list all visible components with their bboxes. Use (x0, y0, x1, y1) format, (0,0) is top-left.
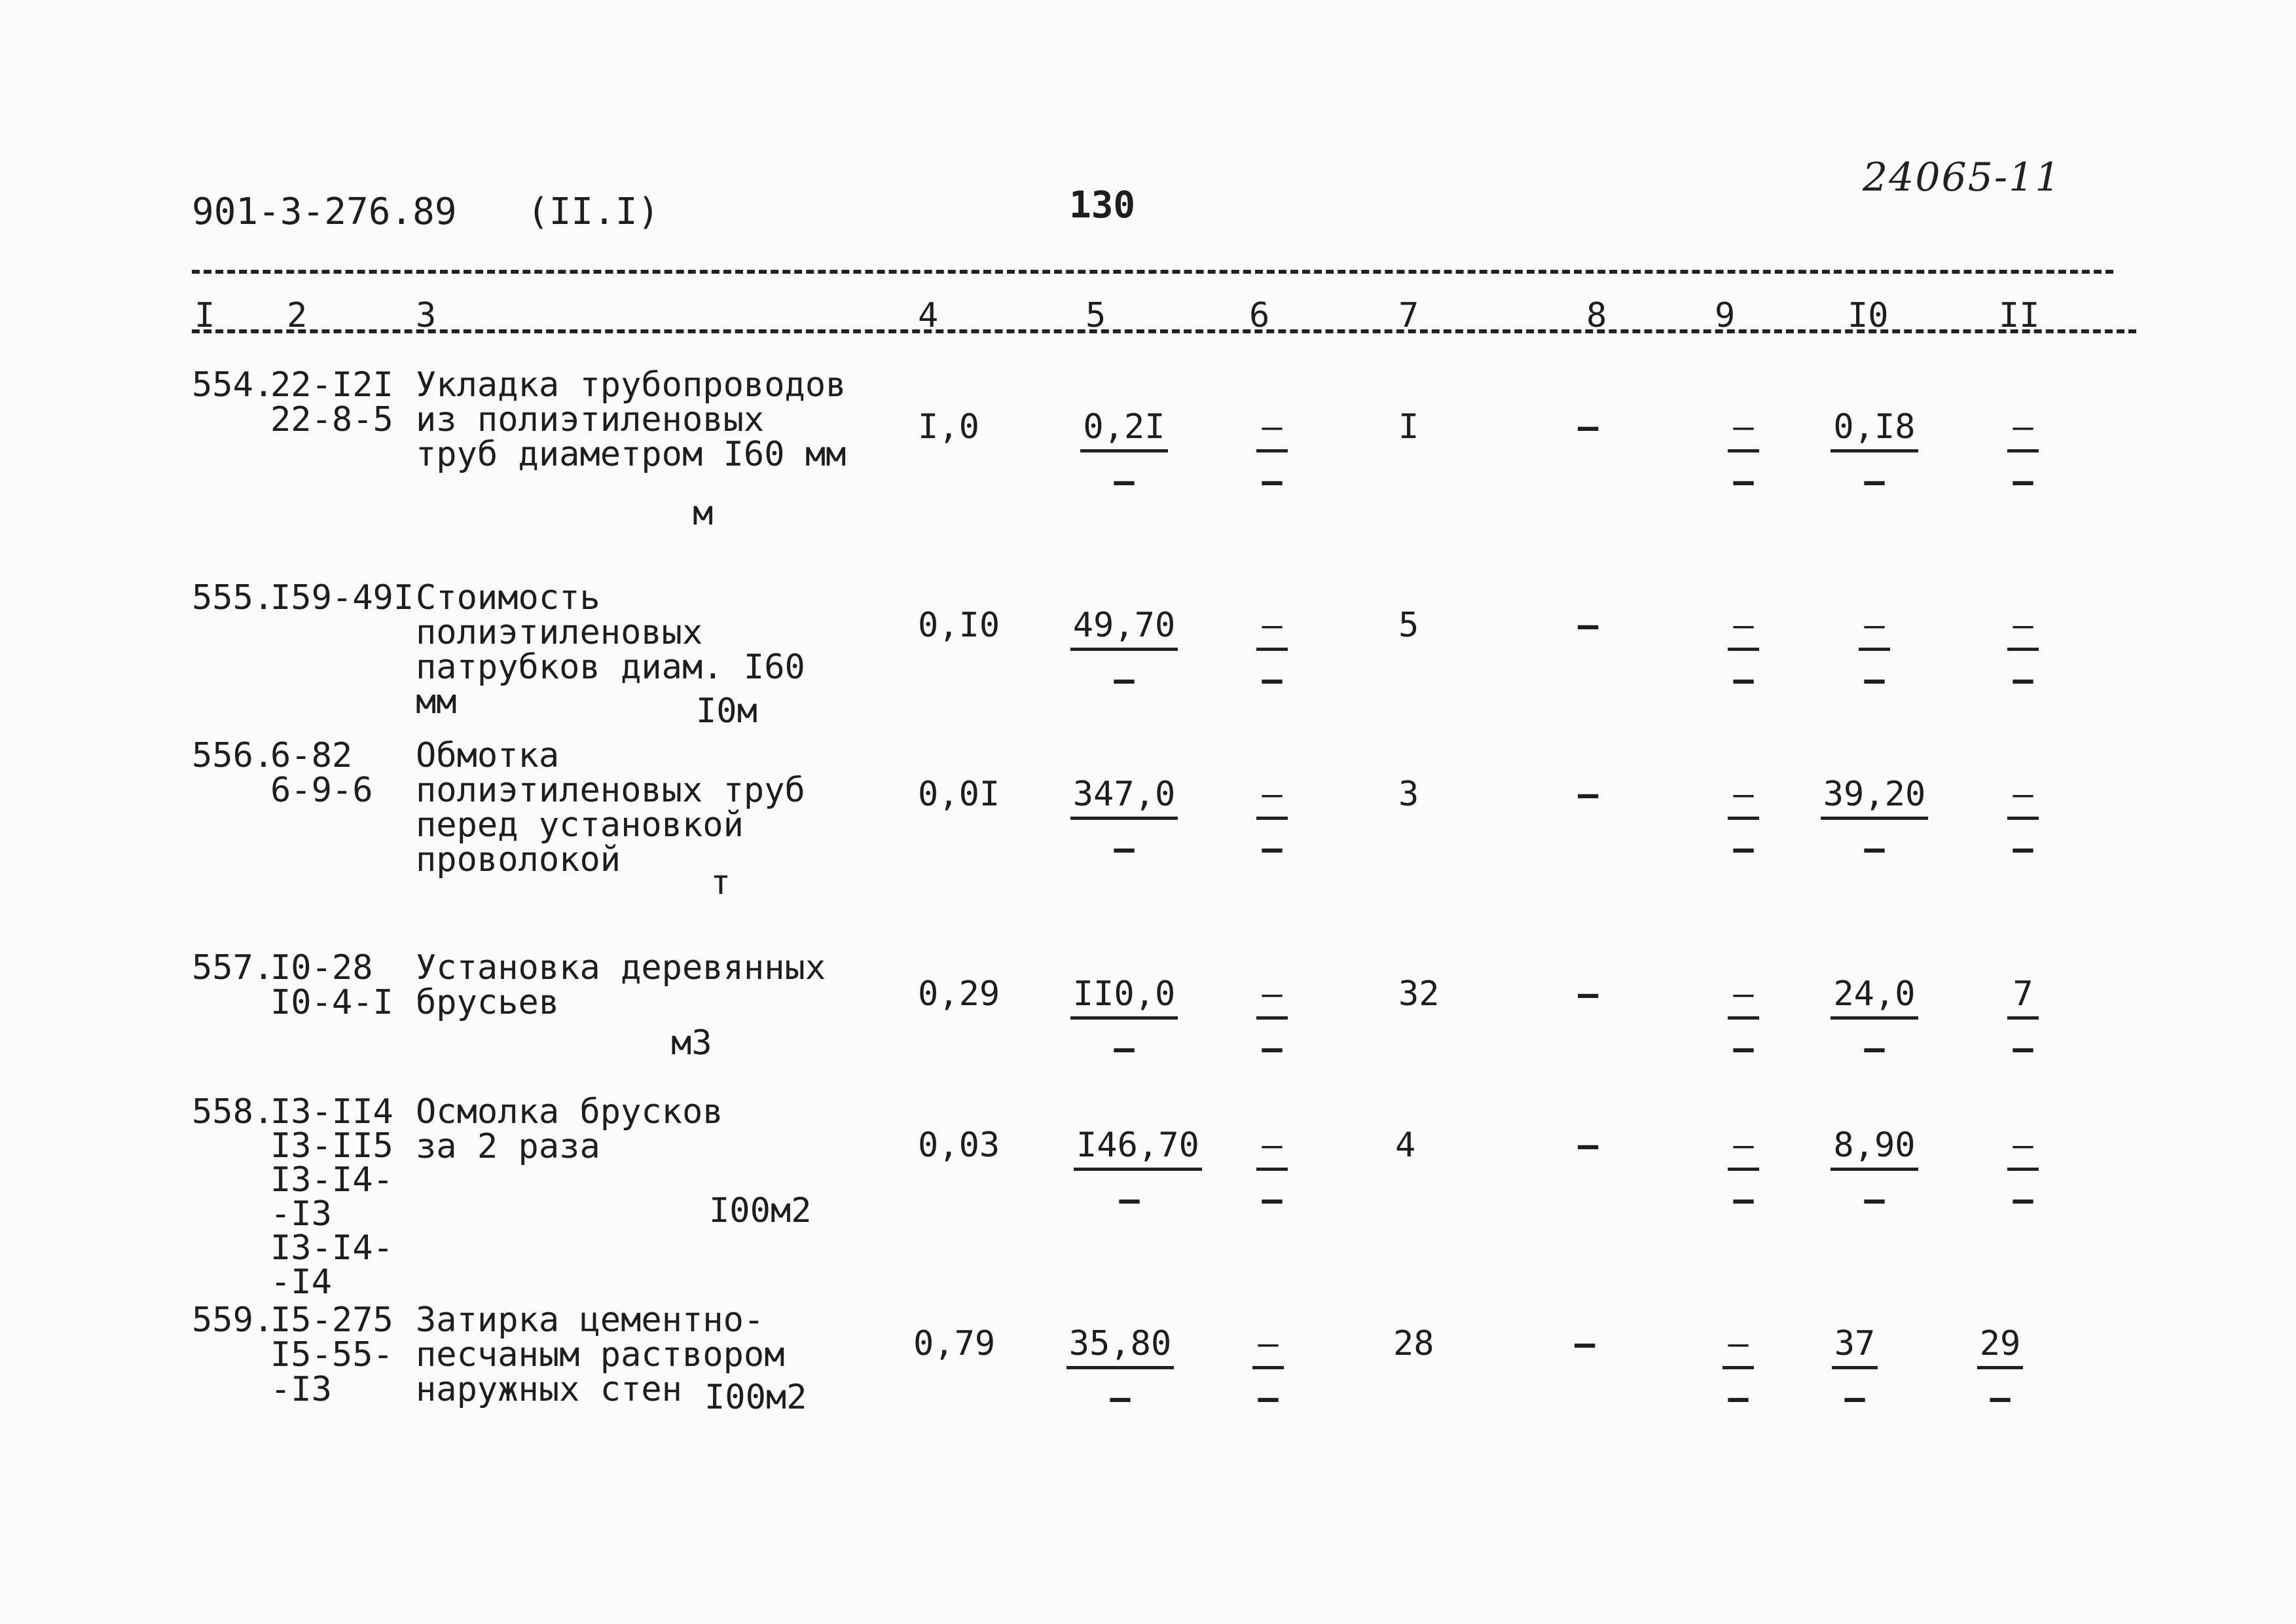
cell-col6: – – (1216, 608, 1328, 697)
cell-col8: – (1578, 1126, 1599, 1165)
row-quantity: 0,0I (918, 775, 1000, 814)
row-codes: I0-28 I0-4-I (270, 948, 393, 1023)
cell-col8: – (1575, 1324, 1595, 1363)
row-number: 555. (192, 578, 274, 618)
row-quantity: 0,03 (918, 1126, 1000, 1165)
column-header: I (194, 296, 215, 335)
cell-col9: – – (1688, 1128, 1799, 1217)
row-unit: т (710, 863, 731, 902)
column-header: II (1999, 296, 2040, 335)
column-header: 8 (1586, 296, 1607, 335)
row-number: 558. (192, 1092, 274, 1132)
row-title: Стоимость полиэтиленовых патрубков диам. I60 мм (416, 578, 805, 722)
cell-col9: – – (1688, 608, 1799, 697)
cell-col10: 0,I8 – (1819, 410, 1930, 498)
cell-col10: 8,90 – (1819, 1128, 1930, 1217)
row-title: Укладка трубопроводов из полиэтиленовых труб диаметром I60 мм (416, 365, 847, 475)
column-header: I0 (1848, 296, 1889, 335)
column-header: 2 (287, 296, 308, 335)
cell-col5: 49,70 – (1068, 608, 1180, 697)
cell-col10: 37 – (1799, 1327, 1910, 1415)
cell-col9: – – (1688, 977, 1799, 1065)
header-rule-top (192, 270, 2113, 274)
row-unit: м3 (671, 1024, 712, 1063)
cell-col11: – – (1967, 608, 2079, 697)
row-quantity: 0,I0 (918, 606, 1000, 645)
cell-col10: 39,20 – (1819, 777, 1930, 866)
cell-col8: – (1578, 606, 1599, 645)
row-quantity: I,0 (918, 407, 979, 447)
row-number: 557. (192, 948, 274, 987)
cell-col11: – – (1967, 410, 2079, 498)
row-number: 556. (192, 736, 274, 775)
cell-col8: – (1578, 775, 1599, 814)
row-title: Затирка цементно-песчаным раствором наружных стен (416, 1301, 785, 1410)
row-unit: м (693, 494, 714, 533)
cell-col6: – – (1216, 410, 1328, 498)
row-number: 554. (192, 365, 274, 405)
column-header: 7 (1398, 296, 1419, 335)
column-header: 9 (1715, 296, 1736, 335)
row-unit: I00м2 (704, 1378, 807, 1417)
cell-col6: – – (1212, 1327, 1324, 1415)
cell-col11: – – (1967, 777, 2079, 866)
row-unit: I0м (696, 692, 757, 731)
page-number: 130 (1069, 184, 1136, 227)
row-number: 559. (192, 1301, 274, 1340)
cell-col7: 4 (1395, 1126, 1416, 1165)
column-header: 4 (918, 296, 939, 335)
row-codes: 6-82 6-9-6 (270, 736, 373, 811)
cell-col10: – – (1819, 608, 1930, 697)
cell-col11: – – (1967, 1128, 2079, 1217)
header-rule-bottom (192, 329, 2136, 333)
row-title: Установка деревянных брусьев (416, 948, 826, 1023)
row-quantity: 0,29 (918, 974, 1000, 1014)
row-codes: I3-II4 I3-II5 I3-I4- -I3 I3-I4- -I4 (270, 1092, 393, 1302)
cell-col5: II0,0 – (1068, 977, 1180, 1065)
cell-col5: 347,0 – (1068, 777, 1180, 866)
cell-col6: – – (1216, 777, 1328, 866)
document-code: 901-3-276.89 (192, 191, 457, 233)
cell-col11: 7 – (1967, 977, 2079, 1065)
cell-col9: – – (1688, 777, 1799, 866)
cell-col6: – – (1216, 1128, 1328, 1217)
section-code: (II.I) (527, 191, 660, 233)
cell-col7: 5 (1398, 606, 1419, 645)
cell-col7: 3 (1398, 775, 1419, 814)
row-codes: I59-49I (270, 578, 414, 618)
cell-col8: – (1578, 407, 1599, 447)
row-codes: I5-275 I5-55- -I3 (270, 1301, 393, 1410)
row-quantity: 0,79 (913, 1324, 996, 1363)
cell-col5: 35,80 – (1065, 1327, 1176, 1415)
column-header: 6 (1249, 296, 1270, 335)
cell-col10: 24,0 – (1819, 977, 1930, 1065)
cell-col11: 29 – (1944, 1327, 2056, 1415)
row-title: Осмолка брусков за 2 раза (416, 1092, 723, 1167)
column-header: 3 (416, 296, 437, 335)
cell-col7: 28 (1393, 1324, 1434, 1363)
row-codes: 22-I2I 22-8-5 (270, 365, 393, 440)
row-title: Обмотка полиэтиленовых труб перед установкой проволокой (416, 736, 805, 880)
cell-col9: – – (1683, 1327, 1794, 1415)
cell-col5: 0,2I – (1068, 410, 1180, 498)
cell-col6: – – (1216, 977, 1328, 1065)
handwritten-note: 24065-11 (1863, 155, 2062, 200)
row-unit: I00м2 (709, 1191, 812, 1230)
cell-col5: I46,70 – (1074, 1128, 1185, 1217)
cell-col9: – – (1688, 410, 1799, 498)
cell-col7: I (1398, 407, 1419, 447)
cell-col8: – (1578, 974, 1599, 1014)
column-header: 5 (1085, 296, 1106, 335)
cell-col7: 32 (1398, 974, 1440, 1014)
